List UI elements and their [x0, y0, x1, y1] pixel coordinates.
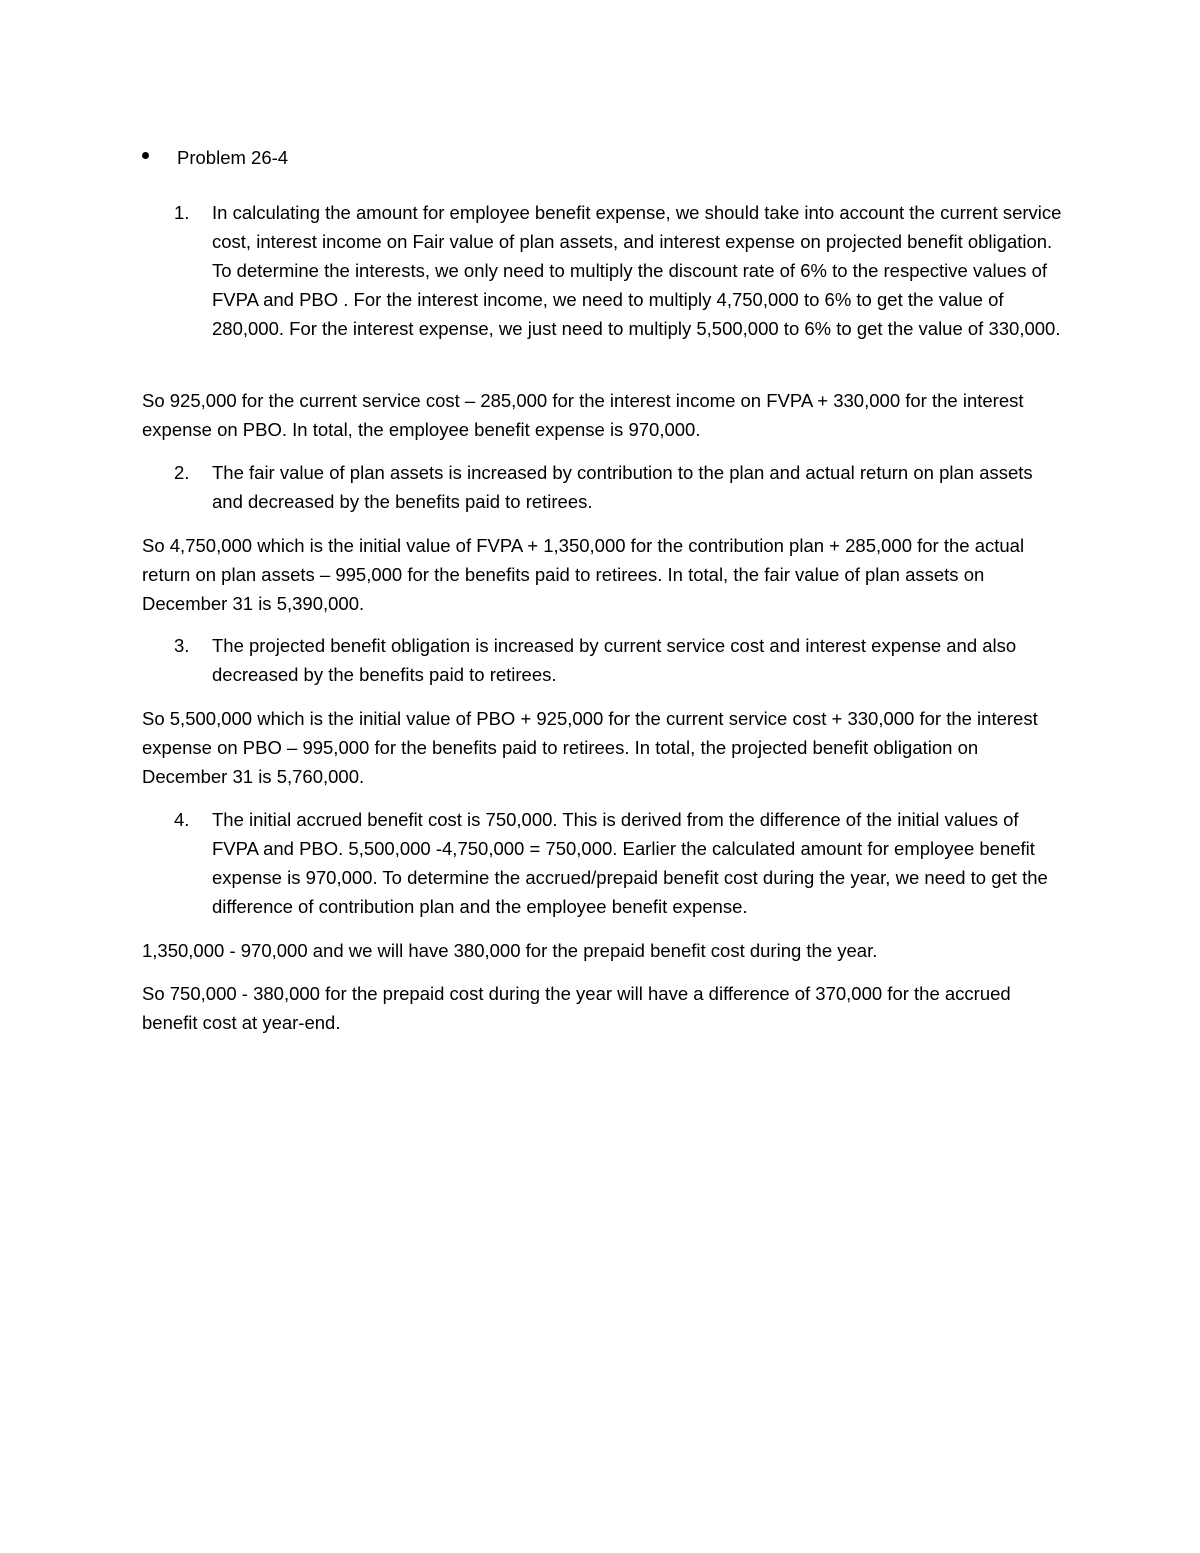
paragraph-projected-benefit-obligation: So 5,500,000 which is the initial value of PBO + 925,000 for the current service cost + 330,000 for the interest expense on PBO – 995,000 for the benefits paid to retirees. In total, the projected benefit obligation on December 31 is 5,760,000. [142, 708, 1038, 787]
list-item-number: 1. [174, 202, 190, 223]
list-item-text: In calculating the amount for employee benefit expense, we should take into account the current service cost, interest income on Fair value of plan assets, and interest expense on projected benefit obligation. To determine the interests, we only need to multiply the discount rate of 6% to the respective values of FVPA and PBO . For the interest income, we need to multiply 4,750,000 to 6% to get the value of 280,000. For the interest expense, we just need to multiply 5,500,000 to 6% to get the value of 330,000. [212, 202, 1062, 339]
list-item-number: 2. [174, 462, 190, 483]
list-item-text: The fair value of plan assets is increased by contribution to the plan and actual return on plan assets and decreased by the benefits paid to retirees. [212, 462, 1033, 512]
list-item-number: 4. [174, 809, 190, 830]
list-item-text: The initial accrued benefit cost is 750,000. This is derived from the difference of the initial values of FVPA and PBO. 5,500,000 -4,750,000 = 750,000. Earlier the calculated amount for employee benefit expense is 970,000. To determine the accrued/prepaid benefit cost during the year, we need to get the difference of contribution plan and the employee benefit expense. [212, 809, 1048, 917]
heading-text: Problem 26-4 [177, 147, 289, 168]
paragraph-fair-value-plan-assets: So 4,750,000 which is the initial value of FVPA + 1,350,000 for the contribution plan + 285,000 for the actual return on plan assets – 995,000 for the benefits paid to retirees. In total, the fair value of plan assets on December 31 is 5,390,000. [142, 535, 1025, 614]
paragraph-prepaid-benefit-cost: 1,350,000 - 970,000 and we will have 380,000 for the prepaid benefit cost during the year. [142, 940, 878, 961]
bullet-dot-icon [142, 152, 149, 159]
list-item-text: The projected benefit obligation is increased by current service cost and interest expense and also decreased by the benefits paid to retirees. [212, 635, 1017, 685]
list-item-number: 3. [174, 635, 190, 656]
paragraph-accrued-benefit-cost: So 750,000 - 380,000 for the prepaid cost during the year will have a difference of 370,000 for the accrued benefit cost at year-end. [142, 983, 1011, 1033]
paragraph-employee-benefit-expense: So 925,000 for the current service cost – 285,000 for the interest income on FVPA + 330,000 for the interest expense on PBO. In total, the employee benefit expense is 970,000. [142, 390, 1024, 440]
